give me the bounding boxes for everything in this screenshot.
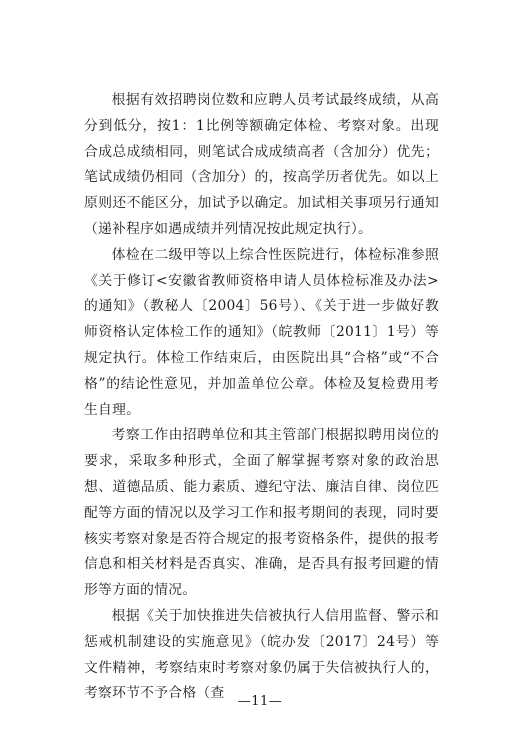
document-body: [84, 88, 439, 707]
page-number: —11—: [237, 694, 283, 709]
paragraph-ranking-rules: 根据有效招聘岗位数和应聘人员考试最终成绩，从高分到低分，按1：1比例等额确定体检、考察对象。出现合成总成绩相同，则笔试合成成绩高者（含加分）优先；笔试成绩仍相同（含加分）的，按高学历者优先。如以上原则还不能区分，加试予以确定。加试相关事项另行通知（递补程序如遇成绩并列情况按此规定执行）。: [84, 92, 439, 237]
paragraph-inspection: 考察工作由招聘单位和其主管部门根据拟聘用岗位的要求，采取多种形式，全面了解掌握考察对象的政治思想、道德品质、能力素质、遵纪守法、廉洁自律、岗位匹配等方面的情况以及学习工作和报考期间的表现，同时要核实考察对象是否符合规定的报考资格条件，提供的报考信息和相关材料是否真实、准确，是否具有报考回避的情形等方面的情况。: [84, 427, 439, 599]
paragraph-medical-exam: 体检在二级甲等以上综合性医院进行，体检标准参照《关于修订<安徽省教师资格申请人员体检标准及办法>的通知》（教秘人〔2004〕56号）、《关于进一步做好教师资格认定体检工作的通知》（皖教师〔2011〕1号）等规定执行。体检工作结束后，由医院出具“合格”或“不合格”的结论性意见，并加盖单位公章。体检及复检费用考生自理。: [84, 246, 439, 418]
paragraph-credit-check: 根据《关于加快推进失信被执行人信用监督、警示和惩戒机制建设的实施意见》（皖办发〔2017〕24号）等文件精神，考察结束时考察对象仍属于失信被执行人的，考察环节不予合格（查: [84, 607, 439, 702]
